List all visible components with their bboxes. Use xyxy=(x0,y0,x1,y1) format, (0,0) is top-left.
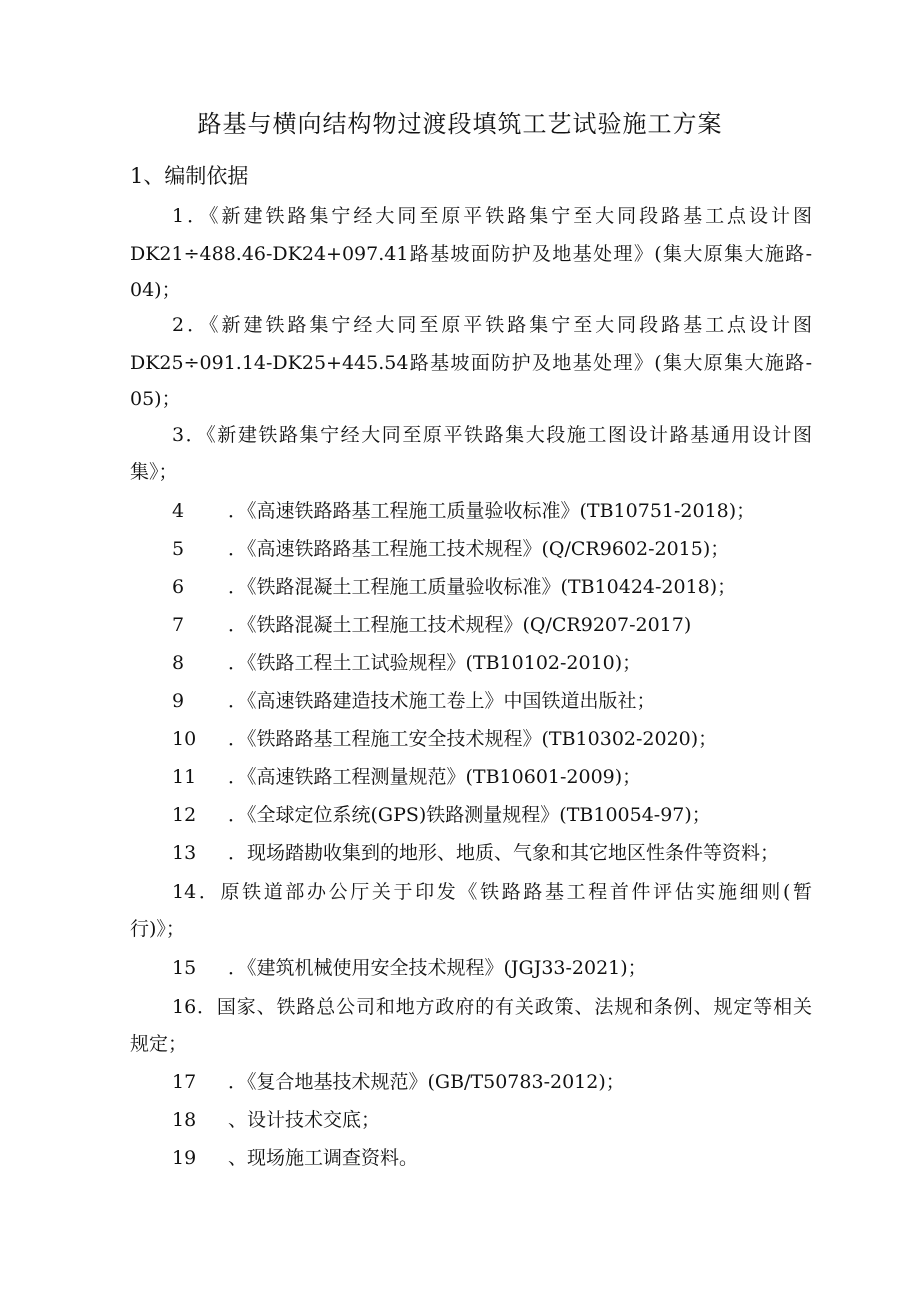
item-text: ．《高速铁路路基工程施工质量验收标准》(TB10751-2018)； xyxy=(228,500,756,522)
list-item-14-line-2: 行)》； xyxy=(130,918,185,940)
item-number: 1 xyxy=(172,205,185,227)
section-heading: 1、编制依据 xyxy=(130,164,249,188)
item-text: 、现场施工调查资料。 xyxy=(228,1147,419,1169)
item-number: 15 xyxy=(172,957,197,979)
item-text: ．《铁路混凝土工程施工技术规程》(Q/CR9207-2017) xyxy=(228,614,692,636)
list-item-3-line-2: 集》； xyxy=(130,461,178,483)
list-item-2-line-2: DK25÷091.14-DK25+445.54路基坡面防护及地基处理》(集大原集大施路- xyxy=(130,352,812,374)
item-number: 9 xyxy=(172,690,185,712)
list-item-2-line-3: 05)； xyxy=(130,388,181,410)
item-text: ．原铁道部办公厅关于印发《铁路路基工程首件评估实施细则(暂 xyxy=(196,881,812,903)
item-text: ．《高速铁路工程测量规范》(TB10601-2009)； xyxy=(228,766,642,788)
item-text: ．《铁路路基工程施工安全技术规程》(TB10302-2020)； xyxy=(228,728,718,750)
list-item-5 xyxy=(172,536,729,562)
item-number: 7 xyxy=(172,614,185,636)
list-item-12 xyxy=(172,802,711,828)
item-number: 11 xyxy=(172,766,197,788)
item-text: ．《新建铁路集宁经大同至原平铁路集宁至大同段路基工点设计图 xyxy=(184,314,812,336)
list-item-11 xyxy=(172,764,641,790)
list-item-9 xyxy=(172,688,656,714)
item-text: ．《高速铁路路基工程施工技术规程》(Q/CR9602-2015)； xyxy=(228,538,730,560)
item-number: 4 xyxy=(172,500,185,522)
item-text: ．《建筑机械使用安全技术规程》(JGJ33-2021)； xyxy=(228,957,647,979)
item-text: ．《铁路工程土工试验规程》(TB10102-2010)； xyxy=(228,652,642,674)
list-item-7 xyxy=(172,612,691,638)
item-number: 16 xyxy=(172,996,197,1018)
list-item-13 xyxy=(172,840,779,866)
list-item-2-line-1 xyxy=(172,312,812,338)
item-number: 13 xyxy=(172,842,197,864)
list-item-3-line-1 xyxy=(172,422,812,448)
item-number: 2 xyxy=(172,314,185,336)
item-text: 、设计技术交底； xyxy=(228,1109,381,1131)
item-text: ．《全球定位系统(GPS)铁路测量规程》(TB10054-97)； xyxy=(228,804,711,826)
item-number: 17 xyxy=(172,1071,197,1093)
list-item-1-line-1 xyxy=(172,203,812,229)
list-item-16-line-1 xyxy=(172,994,812,1020)
list-item-6 xyxy=(172,574,736,600)
list-item-16-line-2: 规定； xyxy=(130,1033,188,1055)
list-item-18 xyxy=(172,1107,380,1133)
list-item-14-line-1 xyxy=(172,879,812,905)
list-item-8 xyxy=(172,650,641,676)
item-text: ．国家、铁路总公司和地方政府的有关政策、法规和条例、规定等相关 xyxy=(196,996,812,1018)
item-text: ．《高速铁路建造技术施工卷上》中国铁道出版社； xyxy=(228,690,656,712)
item-number: 12 xyxy=(172,804,197,826)
list-item-15 xyxy=(172,955,647,981)
item-number: 14 xyxy=(172,881,197,903)
item-text: ．《新建铁路集宁经大同至原平铁路集宁至大同段路基工点设计图 xyxy=(184,205,812,227)
item-text: ．《新建铁路集宁经大同至原平铁路集大段施工图设计路基通用设计图 xyxy=(184,424,812,446)
item-text: ．现场踏勘收集到的地形、地质、气象和其它地区性条件等资料； xyxy=(228,842,780,864)
list-item-17 xyxy=(172,1069,625,1095)
item-number: 18 xyxy=(172,1109,197,1131)
list-item-1-line-2: DK21÷488.46-DK24+097.41路基坡面防护及地基处理》(集大原集大施路- xyxy=(130,243,812,265)
item-text: ．《铁路混凝土工程施工质量验收标准》(TB10424-2018)； xyxy=(228,576,737,598)
list-item-4 xyxy=(172,498,755,524)
item-number: 5 xyxy=(172,538,185,560)
item-number: 6 xyxy=(172,576,185,598)
item-number: 19 xyxy=(172,1147,197,1169)
list-item-1-line-3: 04)； xyxy=(130,279,181,301)
list-item-10 xyxy=(172,726,717,752)
item-number: 8 xyxy=(172,652,185,674)
item-number: 10 xyxy=(172,728,197,750)
item-number: 3 xyxy=(172,424,185,446)
page-title: 路基与横向结构物过渡段填筑工艺试验施工方案 xyxy=(197,110,723,138)
list-item-19 xyxy=(172,1145,418,1171)
item-text: ．《复合地基技术规范》(GB/T50783-2012)； xyxy=(228,1071,625,1093)
